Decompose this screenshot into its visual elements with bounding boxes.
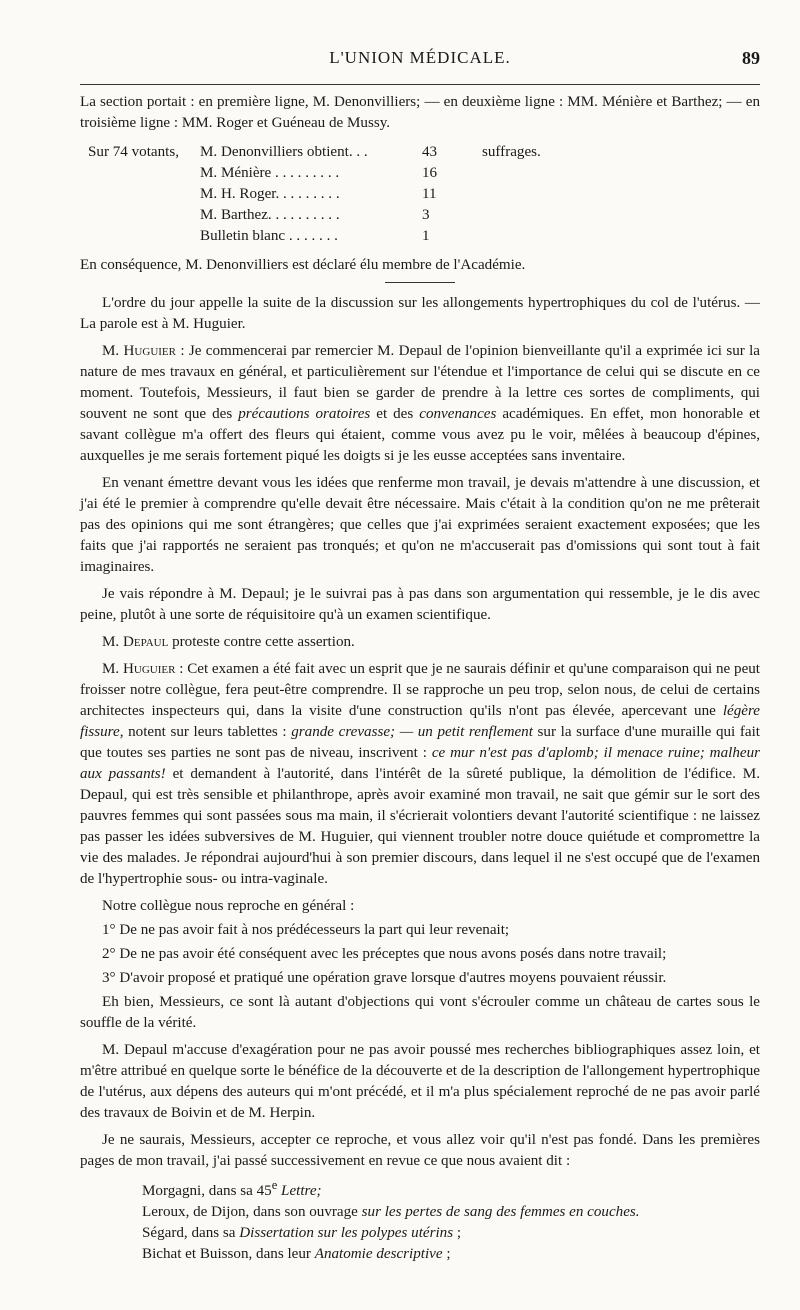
reference-item: Morgagni, dans sa 45e Lettre;	[142, 1178, 322, 1200]
vote-unit	[482, 184, 541, 205]
page-number: 89	[742, 48, 760, 68]
vote-row	[88, 205, 541, 226]
vote-unit	[482, 226, 541, 247]
reference-item: Leroux, de Dijon, dans son ouvrage sur les pertes de sang des femmes en couches.	[142, 1204, 640, 1221]
candidate-name: M. Ménière . . . . . . . . .	[200, 165, 340, 181]
vote-count: 1	[422, 228, 430, 244]
paragraph-3: Je vais répondre à M. Depaul; je le suivrai pas à pas dans son argumentation qui ressemble, je le dis avec peine, plutôt à une sorte de réquisitoire qu'à un examen scientifique.	[80, 586, 760, 623]
reference-item: Bichat et Buisson, dans leur Anatomie descriptive ;	[142, 1246, 451, 1263]
paragraph-6: Notre collègue nous reproche en général :	[102, 898, 355, 914]
speaker-name: M. Huguier	[102, 343, 176, 359]
paragraph-huguier-1: M. Huguier : Je commencerai par remercier M. Depaul de l'opinion bienveillante qu'il a exprimée ici sur la nature de mes travaux en général, et particulièrement sur l'étendue et l'importance de celui qui se discute en ce moment. Toutefois, Messieurs, il faut bien se garder de prendre à la lettre ces sortes de compliments, qui souvent ne sont que des précautions oratoires et des convenances académiques. En effet, mon honorable et savant collègue m'a offert des fleurs qui étaient, comme vous avez pu le voir, mêlées à beaucoup d'épines, auxquelles je me serais fortement piqué les doigts si je les eusse acceptées sans inventaire.	[80, 343, 760, 464]
reference-item: Ségard, dans sa Dissertation sur les polypes utérins ;	[142, 1225, 462, 1242]
vote-count: 43	[422, 144, 438, 160]
candidate-name: M. Denonvilliers obtient. . .	[200, 144, 368, 160]
running-header	[80, 48, 760, 76]
vote-unit	[482, 205, 541, 226]
vote-unit: suffrages.	[482, 144, 541, 160]
paragraph-2: En venant émettre devant vous les idées que renferme mon travail, je devais m'attendre à une discussion, et j'ai été le premier à comprendre qu'elle devait être nécessaire. Mais c'était à la condition qu'on ne me prêterait pas des opinions qui me sont étrangères; que celles que j'ai exprimées seraient exactement exposées; que les faits que j'ai rapportés ne seraient pas tronqués; et qu'on ne m'accuserait pas d'omissions qui sont tout à fait imaginaires.	[80, 475, 760, 575]
vote-count: 3	[422, 207, 430, 223]
vote-count: 16	[422, 165, 438, 181]
paragraph-depaul: M. Depaul proteste contre cette assertion.	[102, 634, 355, 650]
vote-row	[88, 163, 541, 184]
paragraph-8: M. Depaul m'accuse d'exagération pour ne pas avoir poussé mes recherches bibliographiques assez loin, et m'être attribué en quelque sorte le bénéfice de la découverte et de la description de l'allongement hypertrophique de l'utérus, aux dépens des auteurs qui m'ont précédé, et il m'a plus spécialement reproché de ne pas avoir parlé des travaux de Boivin et de M. Herpin.	[80, 1042, 760, 1121]
journal-title: L'UNION MÉDICALE.	[329, 48, 511, 67]
vote-unit	[482, 163, 541, 184]
vote-results-table	[88, 142, 541, 247]
speaker-name: M. Huguier	[102, 661, 176, 677]
order-of-day: L'ordre du jour appelle la suite de la discussion sur les allongements hypertrophiques du col de l'utérus. — La parole est à M. Huguier.	[80, 295, 760, 332]
candidate-name: M. Barthez. . . . . . . . . .	[200, 207, 340, 223]
list-item: 2° De ne pas avoir été conséquent avec les préceptes que nous avons posés dans notre travail;	[102, 946, 667, 962]
list-item: 1° De ne pas avoir fait à nos prédécesseurs la part qui leur revenait;	[102, 922, 510, 938]
article-body	[80, 92, 760, 1265]
vote-row	[88, 226, 541, 247]
vote-lead: Sur 74 votants,	[88, 144, 179, 160]
section-ranking: La section portait : en première ligne, M. Denonvilliers; — en deuxième ligne : MM. Ménière et Barthez; — en troisième ligne : MM. Roger et Guéneau de Mussy.	[80, 94, 760, 131]
candidate-name: M. H. Roger. . . . . . . . .	[200, 186, 340, 202]
section-divider	[385, 282, 455, 283]
list-item: 3° D'avoir proposé et pratiqué une opération grave lorsque d'autres moyens pouvaient réussir.	[102, 970, 667, 986]
paragraph-9: Je ne saurais, Messieurs, accepter ce reproche, et vous allez voir qu'il n'est pas fondé. Dans les premières pages de mon travail, j'ai passé successivement en revue ce que nous avaient dit :	[80, 1132, 760, 1169]
election-conclusion: En conséquence, M. Denonvilliers est déclaré élu membre de l'Académie.	[80, 257, 526, 273]
vote-count: 11	[422, 186, 437, 202]
candidate-name: Bulletin blanc . . . . . . .	[200, 228, 338, 244]
paragraph-huguier-2: M. Huguier : Cet examen a été fait avec un esprit que je ne saurais définir et qu'une comparaison qui ne peut froisser notre collègue, fera peut-être comprendre. Il se rapproche un peu trop, selon nous, de celui de certains architectes inspecteurs qui, dans la visite d'une construction qu'ils n'ont pas élevée, apercevant une légère fissure, notent sur leurs tablettes : grande crevasse; — un petit renflement sur la surface d'une muraille qui fait que toutes ses parties ne sont pas de niveau, inscrivent : ce mur n'est pas d'aplomb; il menace ruine; malheur aux passants! et demandent à l'autorité, dans l'intérêt de la sûreté publique, la démolition de l'édifice. M. Depaul, qui est très sensible et philanthrope, après avoir examiné mon travail, ne sait que gémir sur le sort des pauvres femmes qui sont passées sous ma main, il s'écrierait volontiers devant l'autorité scientifique : ne laissez pas passer les idées subversives de M. Huguier, qui viennent troubler notre douce quiétude et compromettre la vie des malades. Je répondrai aujourd'hui à son premier discours, dans lequel il ne s'est occupé que de l'examen de l'hypertrophie sous- ou intra-vaginale.	[80, 661, 761, 887]
vote-row	[88, 142, 541, 163]
header-rule	[80, 84, 760, 85]
vote-row	[88, 184, 541, 205]
speaker-name: M. Depaul	[102, 634, 169, 650]
paragraph-7: Eh bien, Messieurs, ce sont là autant d'objections qui vont s'écrouler comme un château de cartes sous le souffle de la vérité.	[80, 994, 760, 1031]
